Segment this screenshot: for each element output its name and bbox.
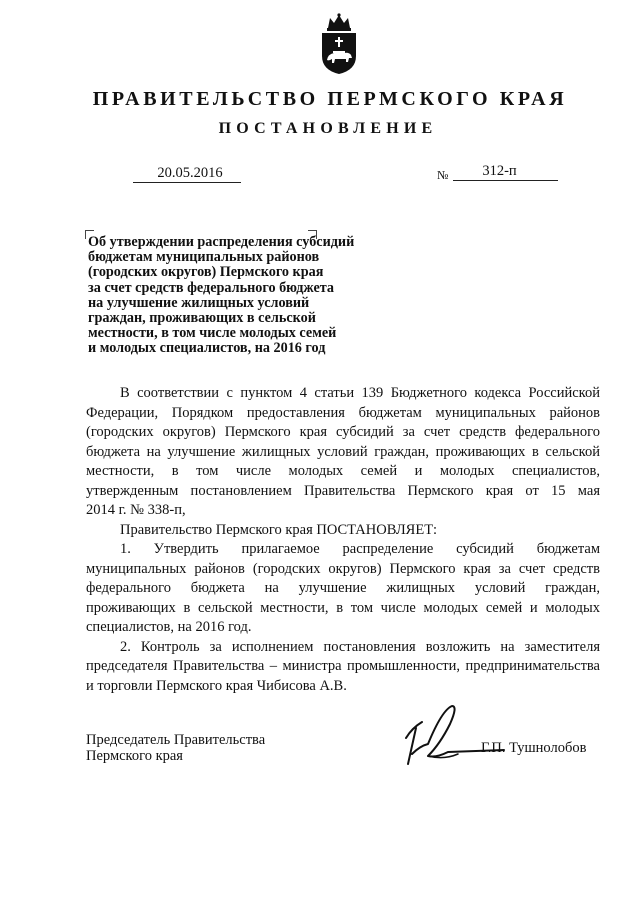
paragraph-item-1 (86, 540, 600, 638)
text-line: (городских округов) Пермского края субсидий за счет средств федерального (86, 424, 600, 440)
text-line: специалистов, на 2016 год. (86, 619, 252, 635)
subject-line: бюджетам муниципальных районов (88, 249, 320, 266)
text-line: 1. Утвердить прилагаемое распределение субсидий бюджетам (120, 541, 600, 557)
text-line: муниципальных районов (городских округов) Пермского края за счет средств (86, 560, 600, 577)
document-type-title: ПОСТАНОВЛЕНИЕ (218, 120, 438, 137)
subject-line: (городских округов) Пермского края (88, 264, 324, 281)
text-line: федерального бюджета на улучшение жилищных условий граждан, (86, 580, 600, 596)
subject-line: местности, в том числе молодых семей (88, 325, 337, 342)
subject-line: за счет средств федерального бюджета (88, 279, 335, 296)
decree-subject (88, 235, 378, 357)
text-line: местности, в том числе молодых семей и молодых специалистов, (86, 463, 600, 479)
decree-number-value: 312-п (482, 163, 517, 179)
decree-date (133, 164, 241, 183)
handwritten-signature (398, 698, 508, 778)
coat-of-arms-icon (318, 12, 360, 76)
decree-number (453, 162, 558, 181)
text-line: утвержденным постановлением Правительства Пермского края от 15 мая (86, 482, 600, 499)
subject-line: и молодых специалистов, на 2016 год (88, 340, 326, 357)
subject-line: Об утверждении распределения субсидий (88, 234, 355, 250)
text-line: 2. Контроль за исполнением постановления возложить на заместителя (120, 638, 600, 655)
position-line: Председатель Правительства (86, 732, 266, 748)
government-title: ПРАВИТЕЛЬСТВО ПЕРМСКОГО КРАЯ (92, 88, 568, 110)
subject-line: граждан, проживающих в сельской (88, 310, 316, 327)
signatory-position (86, 732, 265, 764)
signatory-name: Г.П. Тушнолобов (481, 740, 587, 756)
text-line: В соответствии с пунктом 4 статьи 139 Бюджетного кодекса Российской (120, 385, 600, 401)
paragraph-item-2 (86, 638, 600, 697)
position-line: Пермского края (86, 748, 183, 764)
text-line: и торговли Пермского края Чибисова А.В. (86, 677, 347, 694)
text-line: 2014 г. № 338-п, (86, 502, 186, 518)
number-sign: № (437, 168, 449, 182)
text-line: проживающих в сельской местности, в том числе молодых семей и молодых (86, 599, 600, 616)
paragraph-resolves: Правительство Пермского края ПОСТАНОВЛЯЕТ: (120, 521, 438, 538)
text-line: Федерации, Порядком предоставления бюджетам муниципальных районов (86, 404, 600, 421)
decree-date-value: 20.05.2016 (157, 165, 223, 181)
paragraph-preamble (86, 384, 600, 521)
decree-body (86, 384, 600, 696)
text-line: бюджета на улучшение жилищных условий граждан, проживающих в сельской (86, 443, 600, 460)
text-line: председателя Правительства – министра промышленности, предпринимательства (86, 658, 600, 674)
subject-line: на улучшение жилищных условий (88, 294, 310, 311)
